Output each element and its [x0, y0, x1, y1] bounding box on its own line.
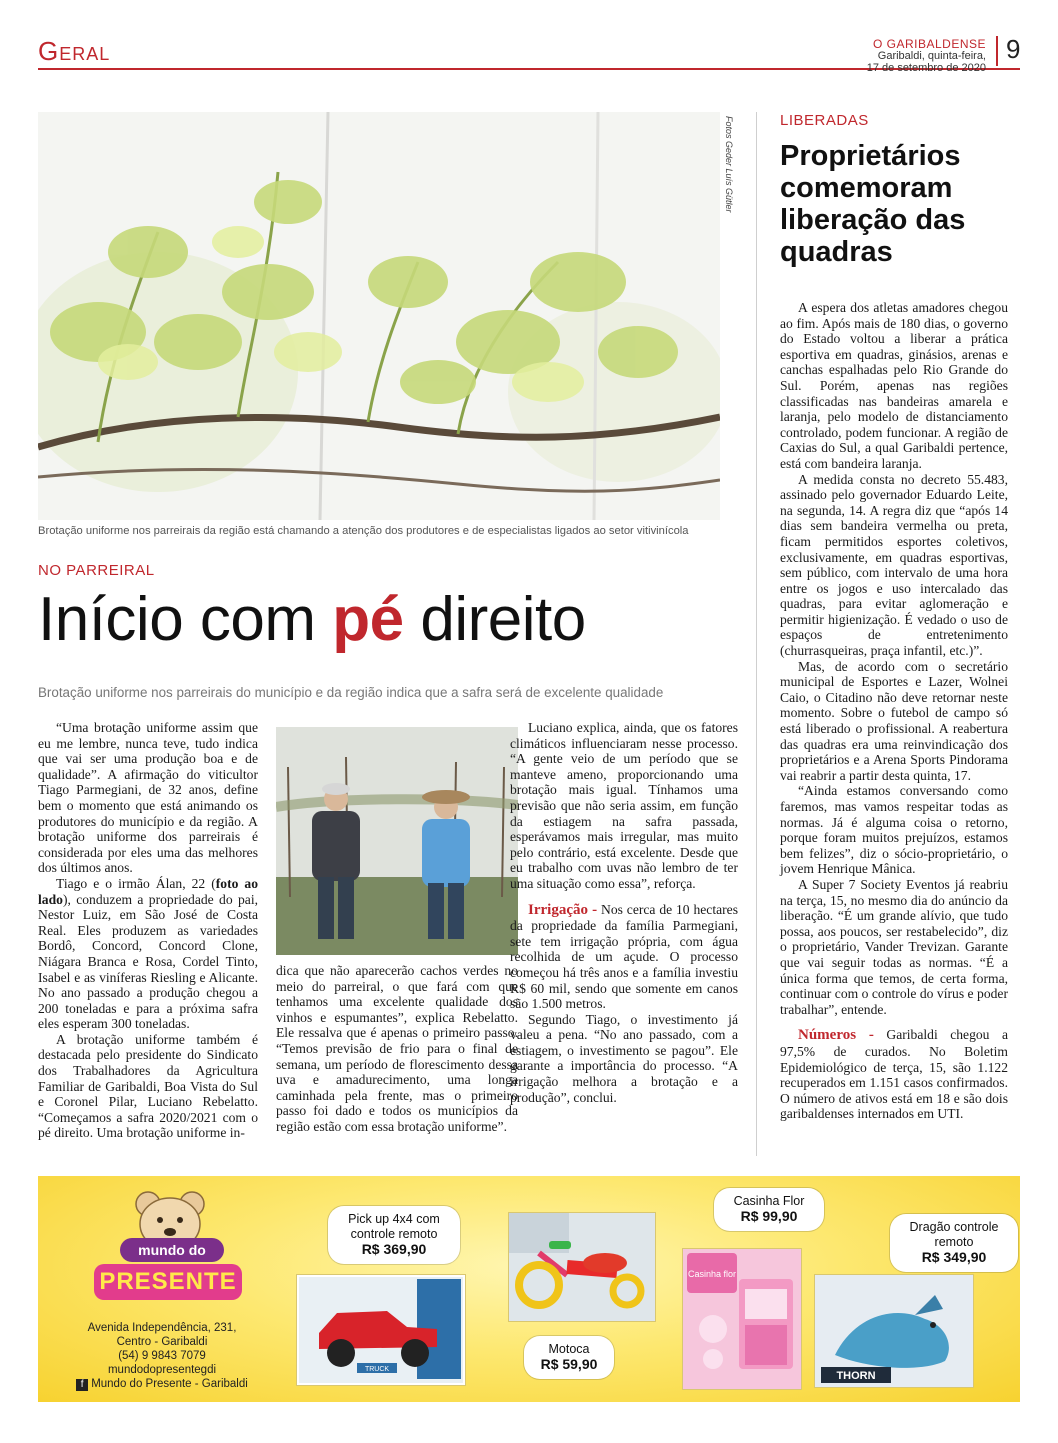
instagram-handle[interactable]: mundodopresentegdi [107, 1364, 217, 1376]
paragraph: Números - Garibaldi chegou a 97,5% de curados. No Boletim Epidemiológico de terça, 15, são 1.122 recuperados em 1.151 casos confirmados. O número de ativos está em 18 e são dois garibaldenses internados em UTI. [780, 1027, 1008, 1122]
vine-illustration [38, 112, 720, 520]
product-name: Motoca [548, 1342, 590, 1356]
photo-credit: Fotos Geder Luís Gütler [724, 116, 734, 213]
product-price: R$ 349,90 [921, 1249, 987, 1265]
main-subheadline: Brotação uniforme nos parreirais do município e da região indica que a safra será de excelente qualidade [38, 685, 664, 700]
toy-dragon-icon [815, 1275, 973, 1387]
main-column-1 [38, 720, 258, 1141]
paragraph: A brotação uniforme também é destacada pelo presidente do Sindicato dos Trabalhadores da Agricultura Familiar de Garibaldi, Boa Vista do Sul e Coronel Pilar, Luciano Rebelatto. “Começamos a safra 2020/2021 com o pé direito. Uma brotação uniforme in- [38, 1031, 258, 1141]
dateline-line1: Garibaldi, quinta-feira, [877, 50, 986, 62]
page-number-divider [996, 36, 998, 66]
paragraph: Tiago e o irmão Álan, 22 (foto ao lado), conduzem a propriedade do pai, Nestor Luiz, em São José de Costa Real. Eles produzem as variedades Bordô, Concord, Concord Clone, Niágara Branca e Rosa, Cordel Tinto, Isabel e as viníferas Riesling e Alicante. No ano passado a produção chegou a 200 toneladas e para a próxima safra eles esperam 300 toneladas. [38, 875, 258, 1032]
product-image-dragao[interactable] [814, 1274, 974, 1388]
paper-name: O GARIBALDENSE [872, 37, 986, 51]
toy-house-icon [683, 1249, 801, 1389]
price-tag-pickup [328, 1206, 460, 1264]
paragraph: A espera dos atletas amadores chegou ao fim. Após mais de 180 dias, o governo do Estado voltou a liberar a prática esportiva em quadras, ginásios, arenas e canchas espalhadas pelo Rio Grande do Sul. Porém, apenas nas regiões classificadas nas bandeiras amarela e laranja, pelo modelo de distanciamento controlado, podem funcionar. A região de Caxias do Sul, a qual Garibaldi pertence, está com bandeira laranja. [780, 300, 1008, 471]
side-kicker: LIBERADAS [780, 112, 869, 129]
product-price: R$ 99,90 [740, 1208, 798, 1224]
paragraph: A medida consta no decreto 55.483, assinado pelo governador Eduardo Leite, na segunda, 14. A regra diz que “após 14 dias sem bandeira vermelha ou preta, ficam permitidos esportes coletivos, exclusivamente, em quadras esportivas, sem público, com intervalo de uma hora entre os jogos e uso intercalado das quadras, para evitar aglomeração e permitir higienização. É vedado o uso de espaços de entretenimento (churrasqueiras, praça infantil, etc.)”. [780, 471, 1008, 659]
svg-text:TRUCK: TRUCK [364, 1366, 390, 1373]
dateline-line2: 17 de setembro de 2020 [866, 62, 986, 74]
side-headline: Proprietários comemoram liberação das quadras [780, 140, 966, 268]
facebook-icon: f [76, 1379, 88, 1391]
facebook-page[interactable]: f Mundo do Presente - Garibaldi [72, 1377, 252, 1391]
product-image-pickup[interactable] [296, 1274, 466, 1386]
page-number: 9 [1006, 34, 1021, 64]
tricycle-icon [509, 1213, 655, 1321]
svg-text:Casinha flor: Casinha flor [687, 1269, 737, 1279]
paragraph: Irrigação - Nos cerca de 10 hectares da propriedade da família Parmegiani, sete tem irrigação própria, com água recolhida de um açude. O processo começou há três anos e a família investiu R$ 60 mil, sendo que somente em canos são 1.500 metros. [510, 901, 738, 1012]
column-divider [756, 112, 757, 1156]
product-image-motoca[interactable] [508, 1212, 656, 1322]
section-title: Geral [38, 36, 111, 66]
product-price: R$ 59,90 [540, 1356, 598, 1372]
phone-number[interactable]: (54) 9 9843 7079 [118, 1350, 206, 1362]
paragraph: “Ainda estamos conversando como faremos, mas vamos respeitar todas as normas. Já é alguma coisa o retorno, porque foram muitos prejuízos, estamos bem felizes”, diz o sócio-proprietário, o jovem Henrique Mânica. [780, 783, 1008, 877]
brand-name: PRESENTE [94, 1264, 242, 1300]
brand-tagline: mundo do [120, 1238, 224, 1262]
main-column-2 [276, 963, 518, 1135]
side-column [780, 300, 1008, 1122]
main-headline: Início com pé direito [38, 585, 586, 654]
masthead [867, 38, 986, 74]
photo-caption: Brotação uniforme nos parreirais da região está chamando a atenção dos produtores e de especialistas ligados ao setor vitivinícola [38, 525, 689, 537]
store-contact [72, 1321, 252, 1391]
main-column-3 [510, 720, 738, 1105]
product-name: Pick up 4x4 com controle remoto [348, 1212, 440, 1241]
product-name: Dragão controle remoto [909, 1220, 999, 1249]
paragraph: Mas, de acordo com o secretário municipal de Esportes e Lazer, Wolnei Caio, o Citadino não deve retornar neste momento. Sobre o futebol de campo só está liberado o profissional. A reabertura das quadras era uma reinvindicação dos proprietários e a Arena Sports Pindorama vai reabrir a partir desta quinta, 17. [780, 658, 1008, 783]
paragraph: A Super 7 Society Eventos já reabriu na terça, 15, no mesmo dia do anúncio da liberação. “É um grande alívio, que tudo possa, aos poucos, ser restabelecido”, diz o proprietário, Vander Trevizan. Garante que vai seguir todas as normas. “É a única forma que temos, de certa forma, continuar com o controle do vírus e poder trabalhar”, entende. [780, 876, 1008, 1017]
paragraph: “Uma brotação uniforme assim que eu me lembre, nunca teve, tudo indica que vai ser uma produção boa e de qualidade”. A afirmação do viticultor Tiago Parmegiani, de 32 anos, define bem o momento que está animando os produtores do município e da região. A brotação uniforme dos parreirais é considerada por eles uma das melhores dos últimos anos. [38, 720, 258, 876]
toy-truck-icon [297, 1275, 465, 1385]
product-name: Casinha Flor [733, 1194, 805, 1208]
vine-sprouts-photo [38, 112, 720, 520]
product-image-casinha[interactable] [682, 1248, 802, 1390]
price-tag-casinha [714, 1188, 824, 1231]
svg-text:THORN: THORN [836, 1370, 876, 1382]
paragraph: dica que não aparecerão cachos verdes no meio do parreiral, o que fará com que tenhamos uma excelente qualidade dos vinhos e espumantes”, explica Rebelatto. Ele ressalva que é apenas o primeiro passo. “Temos previsão de frio para o final de semana, um período de florescimento dessa uva e amadurecimento, uma longa caminhada pela frente, mas o primeiro passo foi dado e todos os municípios da região estão com essa brotação uniforme”. [276, 963, 518, 1134]
price-tag-dragao [890, 1214, 1018, 1272]
store-logo [90, 1186, 250, 1306]
paragraph: Luciano explica, ainda, que os fatores climáticos influenciaram nesse processo. “A gente veio de um período que se manteve ameno, proporcionando uma brotação mais igual. Tínhamos uma previsão que não seria assim, em função da estiagem na safra passada, esperávamos mais irregular, mas muito pelo contrário, está excelente. Desde que eu trabalho com uvas não lembro de ter uma situação como essa”, reforça. [510, 720, 738, 891]
paragraph: Segundo Tiago, o investimento já valeu a pena. “No ano passado, com a estiagem, o investimento se pagou”. Ele garante a importância do processo. “A irrigação melhora a brotação e a produção”, conclui. [510, 1011, 738, 1105]
brothers-photo [276, 727, 518, 955]
price-tag-motoca [524, 1336, 614, 1379]
address-line1: Avenida Independência, 231, [87, 1322, 237, 1334]
address-line2: Centro - Garibaldi [116, 1336, 208, 1348]
advertisement[interactable] [38, 1176, 1020, 1402]
main-kicker: NO PARREIRAL [38, 562, 155, 579]
product-price: R$ 369,90 [361, 1241, 427, 1257]
